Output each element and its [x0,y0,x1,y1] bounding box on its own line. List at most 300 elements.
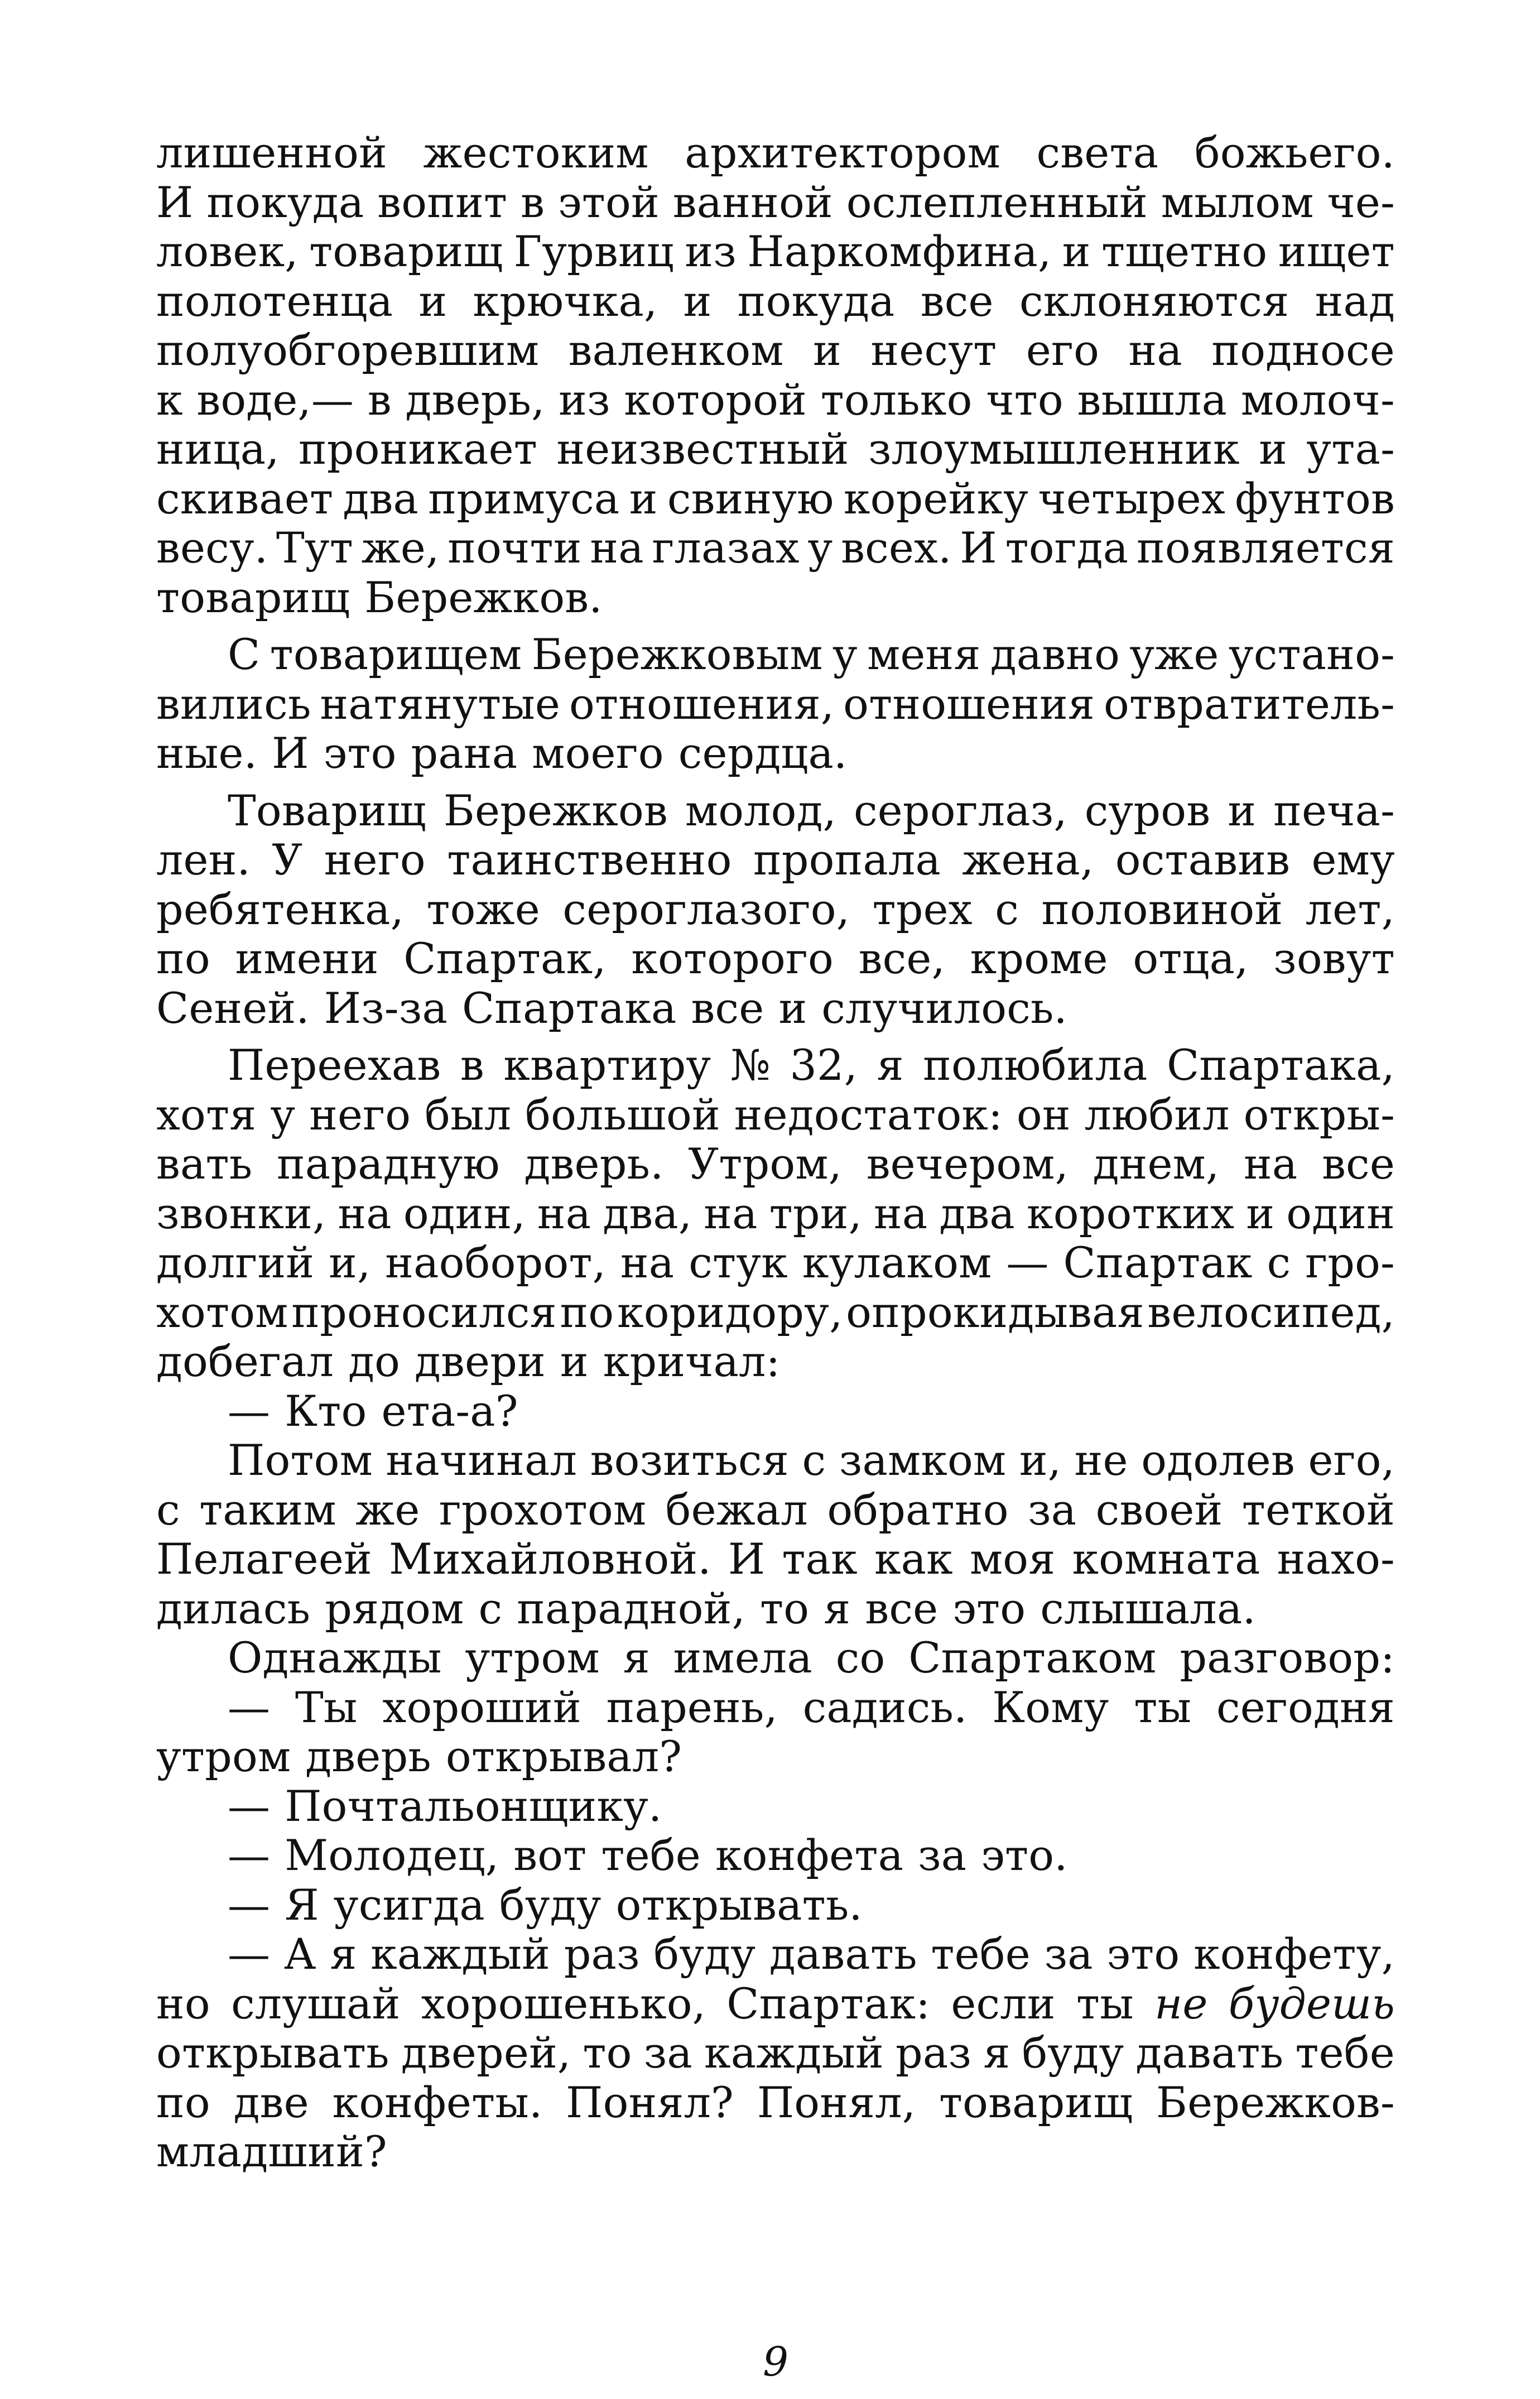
word: лен. [156,835,251,884]
word: открывать [156,2028,389,2078]
word: у [270,1089,296,1140]
paragraph-gap [156,778,1395,786]
word: товарищ [156,572,350,622]
word: Спартак: [726,1978,931,2028]
page-number: 9 [763,2338,788,2385]
word: трех [872,884,973,934]
word: не [1074,1435,1128,1485]
text-line [156,680,1395,729]
word: с [156,1484,180,1535]
book-page [156,128,1395,2385]
word: буду [653,1929,756,1979]
word: дверь. [524,1139,664,1189]
word: грохотом [439,1484,647,1535]
word: на [1128,325,1182,375]
text-line [156,1683,1395,1733]
word: мылом [1161,177,1314,227]
text-line [156,1387,1395,1436]
word: сердца. [678,728,848,778]
word: глазах [652,523,800,573]
word: ребятенка, [156,884,404,934]
word: по [156,2077,210,2127]
word: вопит [377,177,508,227]
word: младший? [156,2127,387,2176]
word: один, [403,1188,526,1238]
text-line [156,523,1395,573]
word: имела [673,1633,812,1682]
word: кулаком [802,1238,992,1287]
word: в [521,177,545,227]
word: жестоким [423,128,649,177]
word: ница, [156,424,280,474]
word: полуобгоревшим [156,325,540,375]
word: в [367,374,392,425]
word: Из-за [324,983,447,1033]
word: моего [532,728,664,778]
word: нахо- [1277,1534,1395,1584]
word: один [1286,1188,1395,1238]
text-line [156,984,1395,1033]
word: к [156,374,183,425]
word: конфета [715,1830,904,1880]
word: и [629,473,658,523]
text-line [156,1979,1395,2029]
word: он [1016,1089,1071,1140]
word: тебе [931,1929,1031,1979]
word: Потом [228,1435,373,1485]
word: до [348,1336,401,1386]
word: Бережков [443,785,668,835]
word: Молодец, [285,1830,499,1880]
text-line [156,178,1395,228]
word: парадную [277,1139,500,1189]
word: недостаток: [734,1089,1003,1140]
word: Я [285,1879,319,1930]
text-line [156,1881,1395,1930]
word: склоняются [1019,276,1289,326]
word: покуда [206,177,364,227]
word: Бережков- [1156,2077,1395,2127]
word: — [228,1386,271,1436]
word: я [877,1040,904,1090]
text-line [156,1633,1395,1683]
word: будешь [1228,1978,1395,2028]
word: товарищ [309,227,503,276]
text-line [156,128,1395,178]
word: дверь, [405,374,545,425]
word: что [986,374,1063,425]
word: Спартак [1063,1238,1253,1287]
word: тоже [426,884,540,934]
word: как [874,1534,953,1584]
word: Наркомфина, [747,227,1052,276]
word: ему [1311,835,1395,884]
word: — [228,1830,271,1880]
text-line [156,1436,1395,1485]
word: корейку [843,473,1029,523]
word: на [704,1188,758,1238]
word: пропала [753,835,941,884]
word: Спартаком [908,1633,1157,1682]
word: вот [513,1830,587,1880]
word: большой [525,1089,720,1140]
word: и [418,276,447,326]
word: Бережковым [531,629,823,679]
word: и [1246,1188,1275,1238]
word: И [960,523,997,573]
word: Кому [992,1682,1109,1732]
word: садись. [802,1682,968,1732]
word: я [824,1583,851,1633]
word: по [560,1287,614,1337]
word: всех. [841,523,952,573]
word: я [983,2028,1010,2078]
word: его [1026,325,1100,375]
word: натянутые [320,679,561,729]
paragraph-gap [156,622,1395,630]
text-line [156,934,1395,984]
word: сероглаз, [853,785,1067,835]
word: ловек, [156,227,299,276]
word: парень, [606,1682,778,1732]
word: из [685,227,737,276]
word: давать [1135,2028,1284,2078]
word: лишенной [156,128,387,177]
word: Однажды [228,1633,442,1682]
word: ты [1076,1978,1134,2028]
word: кроме [970,934,1108,983]
word: велосипед, [1147,1287,1395,1337]
word: Бережков. [364,572,603,622]
word: полотенца [156,276,393,326]
word: моя [969,1534,1056,1584]
word: Товарищ [228,785,426,835]
word: и [683,276,712,326]
word: за [1044,1929,1093,1979]
word: ванной [672,177,833,227]
text-line [156,729,1395,778]
word: — [228,1879,271,1930]
word: в [460,1040,484,1090]
word: это. [981,1830,1068,1880]
word: печа- [1273,785,1395,835]
text-line [156,1189,1395,1239]
word: бежал [665,1484,808,1535]
word: это [952,1583,1026,1633]
word: ты [1134,1682,1192,1732]
word: суров [1084,785,1211,835]
text-line [156,1288,1395,1338]
word: проносился [291,1287,557,1337]
text-line [156,835,1395,885]
word: И [156,177,194,227]
word: усигда [333,1879,485,1930]
word: этой [558,177,660,227]
word: почти [447,523,582,573]
word: несут [870,325,997,375]
word: Спартак, [403,934,607,983]
word: Пелагеей [156,1534,372,1584]
word: по [156,934,210,983]
word: сероглазого, [562,884,850,934]
word: из [559,374,610,425]
word: слышала. [1040,1583,1256,1633]
word: весу. [156,523,268,573]
text-line [156,1782,1395,1831]
word: только [820,374,973,425]
text-line [156,1041,1395,1090]
word: на [620,1238,675,1287]
word: товарищем [270,629,522,679]
word: два [343,473,419,523]
word: обратно [827,1484,1009,1535]
word: дилась [156,1583,311,1633]
word: ные. [156,728,258,778]
word: свиную [667,473,834,523]
word: сегодня [1216,1682,1395,1732]
word: конфету, [1194,1929,1395,1979]
word: утром [465,1633,600,1682]
word: и [778,983,807,1033]
word: И [728,1534,766,1584]
text-line [156,630,1395,680]
text-line [156,1090,1395,1140]
word: Переехав [228,1040,441,1090]
word: и, [329,1238,371,1287]
word: вечером, [866,1139,1069,1189]
word: днем, [1093,1139,1220,1189]
word: у [807,523,833,573]
word: света [1036,128,1159,177]
word: отношения [843,679,1095,729]
word: архитектором [685,128,1000,177]
word: за [1028,1484,1077,1535]
word: все [865,1583,939,1633]
word: хотом [156,1287,288,1337]
word: это [323,728,397,778]
word: И [272,728,309,778]
text-line [156,1485,1395,1535]
text-line [156,1732,1395,1782]
text-line [156,474,1395,524]
word: все [691,983,764,1033]
word: давать [769,1929,917,1979]
word: над [1315,276,1395,326]
word: дверей, [401,2028,571,2078]
word: таинственно [447,835,732,884]
word: добегал [156,1336,334,1386]
word: кричал: [603,1336,781,1386]
word: за [918,1830,967,1880]
text-line [156,573,1395,623]
word: таким [199,1484,336,1535]
word: за [643,2028,692,2078]
word: имени [235,934,379,983]
word: гро- [1305,1238,1395,1287]
word: ета-а? [381,1386,518,1436]
word: крючка, [473,276,658,326]
word: Понял? [566,2077,734,2127]
word: него [324,835,426,884]
paragraph-gap [156,1033,1395,1041]
word: я [330,1929,357,1979]
text-line [156,227,1395,277]
word: отвратитель- [1103,679,1395,729]
word: парадной, [517,1583,745,1633]
word: отца, [1133,934,1249,983]
word: покуда [737,276,895,326]
word: — [228,1682,271,1732]
word: три, [769,1188,862,1238]
word: конфеты. [332,2077,543,2127]
word: и [560,1336,589,1386]
word: начинал [386,1435,578,1485]
word: своей [1095,1484,1223,1535]
word: — [1006,1238,1049,1287]
text-line [156,2028,1395,2078]
word: — [228,1781,271,1831]
word: хороший [382,1682,581,1732]
word: Кто [285,1386,367,1436]
word: опрокидывая [846,1287,1144,1337]
word: любил [1084,1089,1230,1140]
word: хорошенько, [421,1978,706,2028]
word: и [813,325,841,375]
word: тогда [1005,523,1129,573]
word: молоч- [1240,374,1395,425]
word: Сеней. [156,983,310,1033]
word: если [951,1978,1056,2028]
word: проникает [299,424,538,474]
word: У [272,835,303,884]
word: валенком [568,325,784,375]
word: тебе [1295,2028,1395,2078]
word: половиной [1041,884,1283,934]
word: полюбила [923,1040,1148,1090]
word: С [228,629,261,679]
word: раз [896,2028,972,2078]
word: тщетно [1101,227,1268,276]
word: которого [631,934,834,983]
word: ослепленный [846,177,1148,227]
word: вились [156,679,311,729]
text-line [156,1238,1395,1288]
word: утром [156,1732,291,1781]
text-line [156,1831,1395,1881]
word: него [309,1089,411,1140]
word: откры- [1243,1089,1395,1140]
word: ищет [1278,227,1395,276]
word: же, [361,523,440,573]
word: все, [858,934,945,983]
word: Спартака [461,983,677,1033]
word: зовут [1273,934,1395,983]
word: возиться [590,1435,789,1485]
word: его, [1308,1435,1395,1485]
word: два, [603,1188,692,1238]
word: квартиру [503,1040,711,1090]
word: раз [564,1929,640,1979]
word: 32, [790,1040,858,1090]
word: и, [1019,1435,1062,1485]
word: одолев [1141,1435,1295,1485]
word: Утром, [688,1139,843,1189]
word: комната [1072,1534,1260,1584]
word: стук [689,1238,788,1287]
word: слушай [231,1978,401,2028]
word: отношения, [569,679,835,729]
word: два [939,1188,1015,1238]
word: Михайловной. [388,1534,711,1584]
word: буду [1022,2028,1124,2078]
text-line [156,1140,1395,1189]
page-text [156,128,1395,2177]
word: Понял, [757,2077,916,2127]
text-line [156,277,1395,326]
word: Тут [276,523,354,573]
word: коридору, [617,1287,843,1337]
word: теткой [1241,1484,1395,1535]
word: же [355,1484,420,1535]
word: меня [867,629,981,679]
word: и [1228,785,1257,835]
word: божьего. [1194,128,1395,177]
word: лет, [1305,884,1395,934]
word: с [802,1435,826,1485]
word: злоумышленник [868,424,1240,474]
word: на [590,523,644,573]
word: товарищ [939,2077,1133,2127]
word: двери [415,1336,546,1386]
word: с [478,1583,503,1633]
word: замком [839,1435,1007,1485]
word: Спартака, [1167,1040,1395,1090]
word: все [1322,1139,1395,1189]
word: с [995,884,1019,934]
word: не [1154,1978,1208,2028]
word: дверь [305,1732,431,1781]
word: со [835,1633,886,1682]
word: я [623,1633,650,1682]
word: хотя [156,1089,257,1140]
word: звонки, [156,1188,326,1238]
word: — [228,1929,271,1979]
text-line [156,786,1395,836]
word: рана [411,728,518,778]
text-line [156,1535,1395,1584]
word: коротких [1027,1188,1235,1238]
word: буду [499,1879,601,1930]
word: тебе [601,1830,701,1880]
text-line [156,326,1395,376]
word: и [1062,227,1091,276]
word: Ты [295,1682,358,1732]
word: и [1259,424,1287,474]
word: наоборот, [385,1238,606,1287]
word: четырех [1038,473,1226,523]
word: че- [1327,177,1395,227]
word: каждый [704,2028,884,2078]
word: у [832,629,858,679]
word: примуса [428,473,620,523]
word: все [920,276,994,326]
word: на [338,1188,392,1238]
word: так [782,1534,858,1584]
word: то [583,2028,632,2078]
text-line [156,885,1395,935]
word: ута- [1306,424,1395,474]
word: каждый [370,1929,551,1979]
